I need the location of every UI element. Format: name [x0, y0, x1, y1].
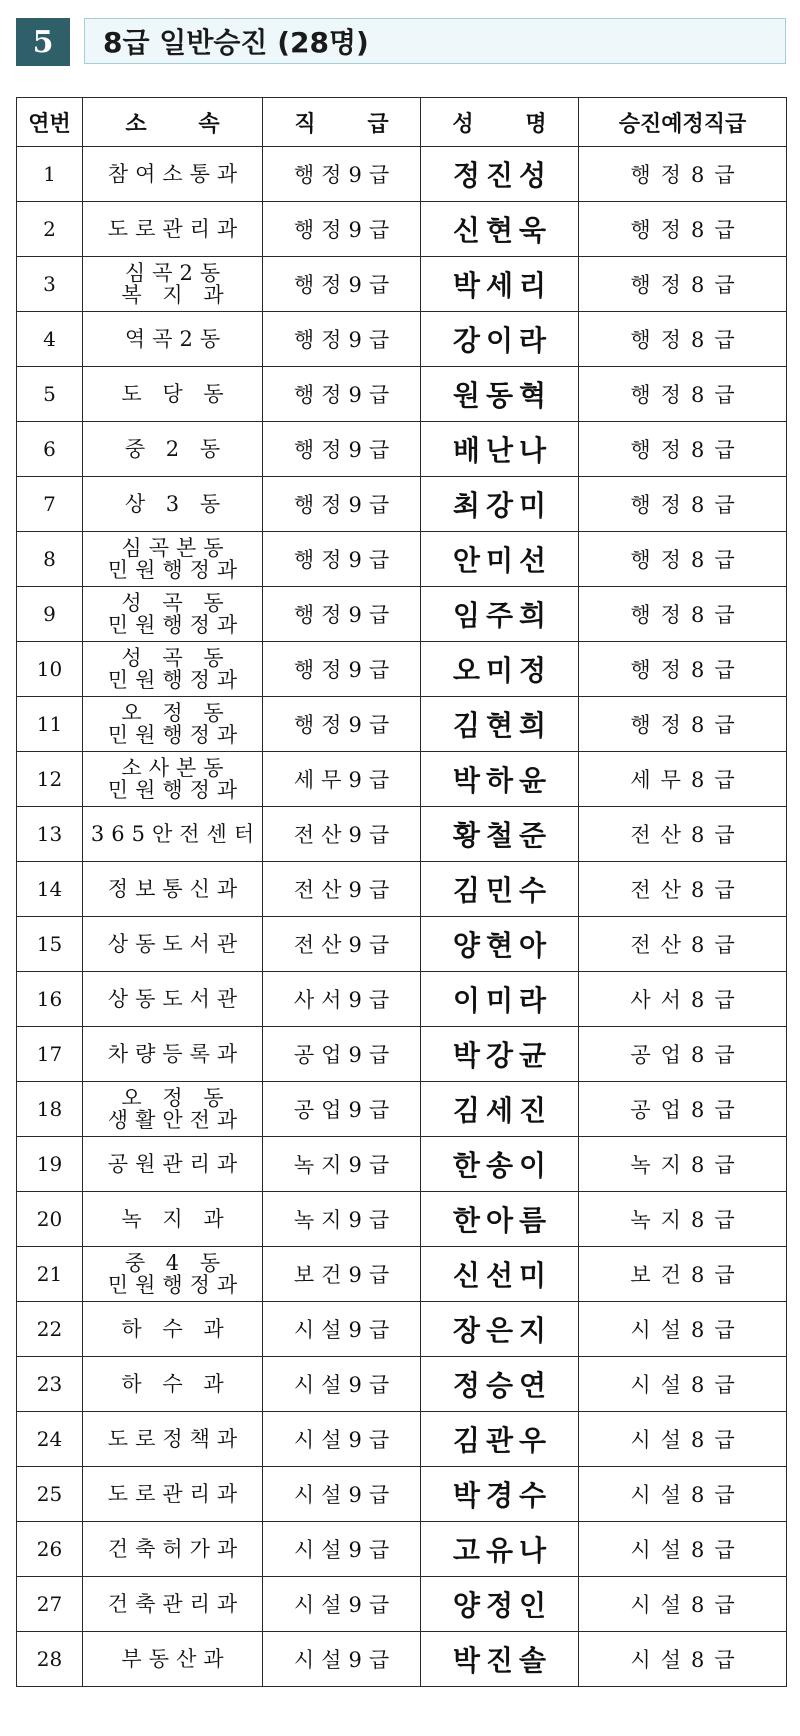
department-line: 정보통신과 [107, 877, 245, 901]
promotion-grade: 행정8급 [579, 312, 787, 367]
person-name: 강이라 [421, 312, 579, 367]
department-line: 소사본동 [121, 756, 231, 780]
current-grade: 사서9급 [263, 972, 421, 1027]
person-name: 안미선 [421, 532, 579, 587]
table-row [17, 807, 787, 862]
table-row [17, 422, 787, 477]
row-number: 2 [17, 202, 83, 257]
promotion-grade: 행정8급 [579, 477, 787, 532]
department-cell [83, 312, 263, 367]
row-number: 22 [17, 1302, 83, 1357]
current-grade: 공업9급 [263, 1027, 421, 1082]
department-cell [83, 1357, 263, 1412]
current-grade: 전산9급 [263, 917, 421, 972]
department-cell [83, 477, 263, 532]
person-name: 오미정 [421, 642, 579, 697]
person-name: 배난나 [421, 422, 579, 477]
promotion-grade: 행정8급 [579, 257, 787, 312]
department-line: 상동도서관 [107, 987, 245, 1011]
person-name: 황철준 [421, 807, 579, 862]
person-name: 박진솔 [421, 1632, 579, 1687]
current-grade: 행정9급 [263, 587, 421, 642]
current-grade: 행정9급 [263, 257, 421, 312]
department-cell [83, 1302, 263, 1357]
department-cell [83, 862, 263, 917]
row-number: 5 [17, 367, 83, 422]
table-row [17, 477, 787, 532]
department-line: 성 곡 동 [121, 591, 231, 615]
row-number: 20 [17, 1192, 83, 1247]
promotion-table [16, 97, 787, 1687]
person-name: 김현희 [421, 697, 579, 752]
current-grade: 행정9급 [263, 202, 421, 257]
section-header [16, 18, 786, 66]
table-row [17, 1357, 787, 1412]
table-row [17, 1137, 787, 1192]
person-name: 김민수 [421, 862, 579, 917]
department-cell [83, 532, 263, 587]
department-line: 민원행정과 [107, 668, 245, 692]
department-cell [83, 1412, 263, 1467]
department-line: 심곡2동 [124, 261, 228, 285]
department-line: 오 정 동 [121, 1086, 231, 1110]
department-line: 생활안전과 [107, 1108, 245, 1132]
promotion-grade: 행정8급 [579, 367, 787, 422]
department-line: 하 수 과 [121, 1317, 231, 1341]
header-no: 연번 [17, 98, 83, 147]
department-line: 상 3 동 [124, 492, 228, 516]
row-number: 14 [17, 862, 83, 917]
person-name: 이미라 [421, 972, 579, 1027]
table-row [17, 1522, 787, 1577]
person-name: 박하윤 [421, 752, 579, 807]
current-grade: 시설9급 [263, 1632, 421, 1687]
promotion-grade: 공업8급 [579, 1082, 787, 1137]
section-title: 8급 일반승진 (28명) [84, 18, 786, 64]
department-cell [83, 697, 263, 752]
promotion-grade: 행정8급 [579, 422, 787, 477]
department-line: 건축관리과 [107, 1592, 245, 1616]
department-cell [83, 1632, 263, 1687]
person-name: 임주희 [421, 587, 579, 642]
table-row [17, 972, 787, 1027]
department-line: 민원행정과 [107, 613, 245, 637]
department-line: 도로관리과 [107, 1482, 245, 1506]
person-name: 양현아 [421, 917, 579, 972]
current-grade: 행정9급 [263, 642, 421, 697]
department-cell [83, 257, 263, 312]
department-line: 도로관리과 [107, 217, 245, 241]
department-line: 차량등록과 [107, 1042, 245, 1066]
department-cell [83, 587, 263, 642]
promotion-grade: 시설8급 [579, 1302, 787, 1357]
department-cell [83, 147, 263, 202]
promotion-grade: 행정8급 [579, 202, 787, 257]
current-grade: 행정9급 [263, 367, 421, 422]
person-name: 한아름 [421, 1192, 579, 1247]
person-name: 정승연 [421, 1357, 579, 1412]
promotion-grade: 사서8급 [579, 972, 787, 1027]
table-row [17, 1632, 787, 1687]
promotion-grade: 시설8급 [579, 1357, 787, 1412]
department-line: 복 지 과 [121, 283, 231, 307]
promotion-grade: 전산8급 [579, 807, 787, 862]
department-line: 민원행정과 [107, 558, 245, 582]
person-name: 신현욱 [421, 202, 579, 257]
department-cell [83, 1522, 263, 1577]
person-name: 정진성 [421, 147, 579, 202]
department-line: 건축허가과 [107, 1537, 245, 1561]
current-grade: 세무9급 [263, 752, 421, 807]
department-line: 녹 지 과 [121, 1207, 231, 1231]
current-grade: 녹지9급 [263, 1192, 421, 1247]
promotion-grade: 시설8급 [579, 1522, 787, 1577]
table-header-row [17, 98, 787, 147]
table-row [17, 1192, 787, 1247]
promotion-grade: 시설8급 [579, 1577, 787, 1632]
promotion-grade: 시설8급 [579, 1467, 787, 1522]
table-row [17, 587, 787, 642]
current-grade: 시설9급 [263, 1467, 421, 1522]
department-line: 민원행정과 [107, 1273, 245, 1297]
table-row [17, 367, 787, 422]
table-row [17, 1467, 787, 1522]
department-line: 오 정 동 [121, 701, 231, 725]
header-promo-grade: 승진예정직급 [579, 98, 787, 147]
table-row [17, 862, 787, 917]
current-grade: 전산9급 [263, 807, 421, 862]
promotion-grade: 녹지8급 [579, 1192, 787, 1247]
current-grade: 시설9급 [263, 1577, 421, 1632]
promotion-grade: 행정8급 [579, 642, 787, 697]
department-cell [83, 367, 263, 422]
promotion-grade: 행정8급 [579, 532, 787, 587]
promotion-grade: 행정8급 [579, 697, 787, 752]
current-grade: 보건9급 [263, 1247, 421, 1302]
row-number: 6 [17, 422, 83, 477]
department-line: 참여소통과 [107, 162, 245, 186]
department-cell [83, 1082, 263, 1137]
table-row [17, 312, 787, 367]
table-row [17, 1577, 787, 1632]
department-cell [83, 917, 263, 972]
department-line: 상동도서관 [107, 932, 245, 956]
promotion-grade: 세무8급 [579, 752, 787, 807]
row-number: 11 [17, 697, 83, 752]
department-line: 성 곡 동 [121, 646, 231, 670]
current-grade: 행정9급 [263, 697, 421, 752]
promotion-grade: 공업8급 [579, 1027, 787, 1082]
department-line: 중 4 동 [124, 1251, 228, 1275]
department-cell [83, 642, 263, 697]
person-name: 양정인 [421, 1577, 579, 1632]
person-name: 최강미 [421, 477, 579, 532]
department-line: 부동산과 [121, 1647, 231, 1671]
person-name: 신선미 [421, 1247, 579, 1302]
person-name: 박경수 [421, 1467, 579, 1522]
current-grade: 행정9급 [263, 312, 421, 367]
row-number: 26 [17, 1522, 83, 1577]
row-number: 8 [17, 532, 83, 587]
row-number: 19 [17, 1137, 83, 1192]
table-row [17, 1247, 787, 1302]
department-cell [83, 1247, 263, 1302]
row-number: 27 [17, 1577, 83, 1632]
person-name: 장은지 [421, 1302, 579, 1357]
table-row [17, 642, 787, 697]
table-row [17, 147, 787, 202]
department-line: 역곡2동 [124, 327, 228, 351]
row-number: 13 [17, 807, 83, 862]
promotion-grade: 행정8급 [579, 587, 787, 642]
promotion-grade: 녹지8급 [579, 1137, 787, 1192]
current-grade: 전산9급 [263, 862, 421, 917]
department-cell [83, 202, 263, 257]
person-name: 원동혁 [421, 367, 579, 422]
promotion-grade: 행정8급 [579, 147, 787, 202]
department-line: 하 수 과 [121, 1372, 231, 1396]
row-number: 21 [17, 1247, 83, 1302]
section-number: 5 [16, 18, 70, 66]
department-line: 도로정책과 [107, 1427, 245, 1451]
row-number: 12 [17, 752, 83, 807]
table-row [17, 257, 787, 312]
department-line: 중 2 동 [124, 437, 228, 461]
row-number: 23 [17, 1357, 83, 1412]
current-grade: 행정9급 [263, 147, 421, 202]
department-cell [83, 1467, 263, 1522]
department-line: 민원행정과 [107, 778, 245, 802]
department-line: 민원행정과 [107, 723, 245, 747]
department-cell [83, 752, 263, 807]
table-body [17, 147, 787, 1687]
row-number: 28 [17, 1632, 83, 1687]
current-grade: 시설9급 [263, 1302, 421, 1357]
department-line: 공원관리과 [107, 1152, 245, 1176]
header-name: 성 명 [421, 98, 579, 147]
person-name: 김세진 [421, 1082, 579, 1137]
table-row [17, 752, 787, 807]
current-grade: 녹지9급 [263, 1137, 421, 1192]
row-number: 7 [17, 477, 83, 532]
table-row [17, 202, 787, 257]
person-name: 한송이 [421, 1137, 579, 1192]
promotion-grade: 전산8급 [579, 862, 787, 917]
current-grade: 시설9급 [263, 1522, 421, 1577]
row-number: 17 [17, 1027, 83, 1082]
current-grade: 시설9급 [263, 1412, 421, 1467]
department-cell [83, 1577, 263, 1632]
department-line: 심곡본동 [121, 536, 231, 560]
current-grade: 공업9급 [263, 1082, 421, 1137]
promotion-grade: 전산8급 [579, 917, 787, 972]
table-row [17, 532, 787, 587]
row-number: 24 [17, 1412, 83, 1467]
row-number: 16 [17, 972, 83, 1027]
row-number: 10 [17, 642, 83, 697]
department-cell [83, 807, 263, 862]
department-line: 365안전센터 [90, 822, 262, 846]
header-dept: 소 속 [83, 98, 263, 147]
person-name: 고유나 [421, 1522, 579, 1577]
header-grade: 직 급 [263, 98, 421, 147]
table-row [17, 697, 787, 752]
department-cell [83, 1027, 263, 1082]
row-number: 9 [17, 587, 83, 642]
table-row [17, 1027, 787, 1082]
department-cell [83, 422, 263, 477]
promotion-grade: 시설8급 [579, 1632, 787, 1687]
row-number: 18 [17, 1082, 83, 1137]
table-row [17, 1302, 787, 1357]
current-grade: 행정9급 [263, 532, 421, 587]
person-name: 김관우 [421, 1412, 579, 1467]
department-line: 도 당 동 [121, 382, 231, 406]
promotion-grade: 보건8급 [579, 1247, 787, 1302]
row-number: 3 [17, 257, 83, 312]
row-number: 4 [17, 312, 83, 367]
row-number: 1 [17, 147, 83, 202]
current-grade: 시설9급 [263, 1357, 421, 1412]
department-cell [83, 1192, 263, 1247]
person-name: 박강균 [421, 1027, 579, 1082]
row-number: 25 [17, 1467, 83, 1522]
promotion-grade: 시설8급 [579, 1412, 787, 1467]
person-name: 박세리 [421, 257, 579, 312]
current-grade: 행정9급 [263, 422, 421, 477]
table-row [17, 1082, 787, 1137]
row-number: 15 [17, 917, 83, 972]
department-cell [83, 1137, 263, 1192]
department-cell [83, 972, 263, 1027]
table-row [17, 1412, 787, 1467]
table-row [17, 917, 787, 972]
current-grade: 행정9급 [263, 477, 421, 532]
